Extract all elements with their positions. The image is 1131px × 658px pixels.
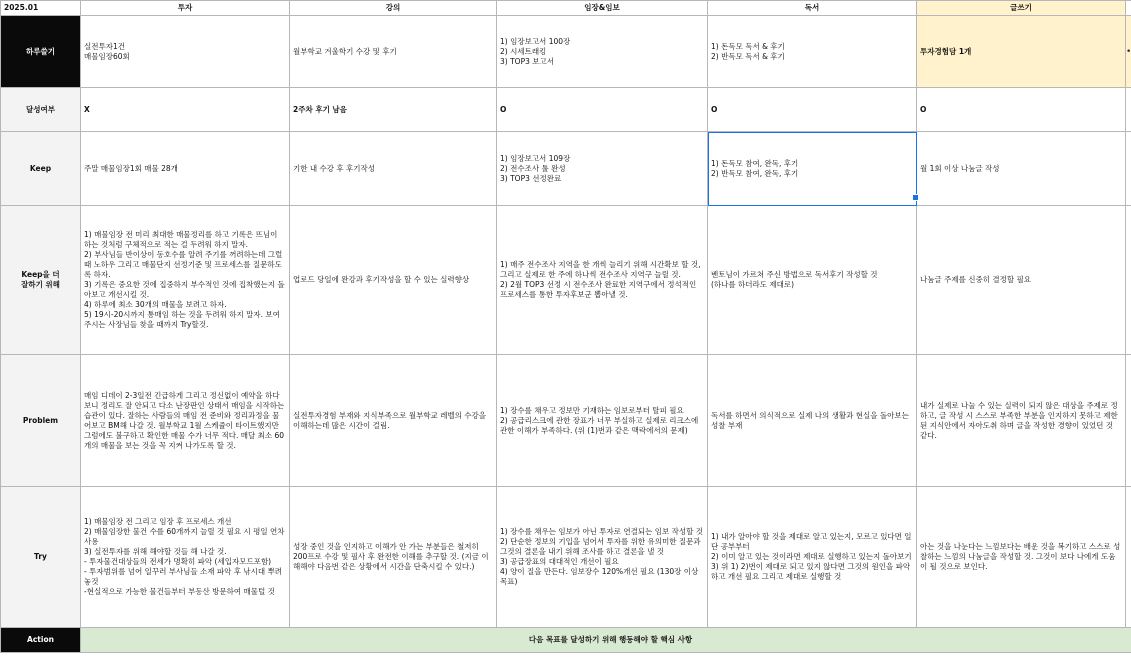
row-label-achieved[interactable]: 달성여부 — [1, 88, 81, 132]
row-label-keep-better[interactable]: Keep을 더 잘하기 위해 — [1, 206, 81, 355]
column-header-invest[interactable]: 투자 — [81, 1, 290, 16]
cell-achieved-reading[interactable]: O — [708, 88, 917, 132]
cell-overflow — [1126, 88, 1131, 132]
cell-overflow — [1126, 487, 1131, 628]
cell-problem-reading[interactable]: 독서를 하면서 의식적으로 실제 나의 생활과 현실을 돌아보는 성찰 부재 — [708, 355, 917, 487]
cell-achieved-writing[interactable]: O — [917, 88, 1126, 132]
column-header-lecture[interactable]: 강의 — [290, 1, 497, 16]
table-row — [1, 487, 1131, 628]
cell-problem-lecture[interactable]: 실전투자경험 부재와 지식부족으로 월부학교 레벨의 수강을 이해하는데 많은 시간이 걸림. — [290, 355, 497, 487]
column-header-overflow — [1126, 1, 1131, 16]
action-note-cell[interactable]: 다음 목표를 달성하기 위해 행동해야 할 핵심 사항 — [81, 628, 1131, 653]
cell-keepbetter-writing[interactable]: 나눔글 주제를 신중히 결정할 필요 — [917, 206, 1126, 355]
cell-keepbetter-imjang[interactable]: 1) 매주 전수조사 지역을 한 개씩 늘리기 위해 시간확보 할 것, 그리고 실제로 한 주에 하나씩 전수조사 지역구 늘릴 것. 2) 2월 TOP3 선정 시 전수조사 완료한 지역구에서 정석적인 프로세스를 통한 투자후보군 뽑아낼 것. — [497, 206, 708, 355]
cell-keepbetter-lecture[interactable]: 업로드 당일에 완강과 후기작성을 할 수 있는 실력향상 — [290, 206, 497, 355]
row-label-problem[interactable]: Problem — [1, 355, 81, 487]
cell-achieved-invest[interactable]: X — [81, 88, 290, 132]
date-cell[interactable]: 2025.01 — [1, 1, 81, 16]
row-label-try[interactable]: Try — [1, 487, 81, 628]
table-row — [1, 88, 1131, 132]
table-row — [1, 206, 1131, 355]
table-row — [1, 132, 1131, 206]
cell-try-imjang[interactable]: 1) 장수를 채우는 임보가 아닌 투자로 연결되는 임보 작성할 것 2) 단순한 정보의 기입을 넘어서 투자를 위한 유의미한 질문과 그것의 결론을 내기 위해 조사를 하고 결론을 낼 것 3) 공급장표의 대대적인 개선이 필요 4) 양이 질을 만든다. 임보장수 120%개선 필요 (130장 이상목표) — [497, 487, 708, 628]
cell-daily-invest[interactable]: 실전투자1건 매물임장60회 — [81, 16, 290, 88]
cell-keep-writing[interactable]: 월 1회 이상 나눔글 작성 — [917, 132, 1126, 206]
cell-try-writing[interactable]: 아는 것을 나눈다는 느낌보다는 배운 것을 복기하고 스스로 성찰하는 느낌의 나눔글을 작성할 것. 그것이 보다 나에게 도움이 될 것으로 보인다. — [917, 487, 1126, 628]
cell-keep-invest[interactable]: 주말 매물임장1회 매물 28개 — [81, 132, 290, 206]
row-label-action[interactable]: Action — [1, 628, 81, 653]
overflow-marker-icon: • — [1126, 47, 1131, 57]
cell-keep-lecture[interactable]: 기한 내 수강 후 후기작성 — [290, 132, 497, 206]
action-row — [1, 628, 1131, 653]
cell-daily-writing[interactable]: 투자경험담 1개 — [917, 16, 1126, 88]
column-header-writing[interactable]: 글쓰기 — [917, 1, 1126, 16]
cell-try-reading[interactable]: 1) 내가 알아야 할 것을 제대로 알고 있는지, 모르고 있다면 일단 공부부터 2) 이미 알고 있는 것이라면 제대로 실행하고 있는지 돌아보기 3) 위 1) 2)번이 제대로 되고 있지 않다면 그것의 원인을 파악하고 개선 필요 그리고 제대로 실행할 것 — [708, 487, 917, 628]
cell-achieved-lecture[interactable]: 2주차 후기 남음 — [290, 88, 497, 132]
row-label-daily[interactable]: 하루쓸기 — [1, 16, 81, 88]
cell-overflow — [1126, 206, 1131, 355]
cell-overflow — [1126, 355, 1131, 487]
row-label-keep[interactable]: Keep — [1, 132, 81, 206]
table-row — [1, 355, 1131, 487]
column-header-imjang[interactable]: 임장&임보 — [497, 1, 708, 16]
cell-problem-writing[interactable]: 내가 실제로 나눌 수 있는 실력이 되지 않은 대상을 주제로 정하고, 글 작성 시 스스로 부족한 부분을 인지하지 못하고 제한된 지식안에서 자아도취 하며 글을 작성한 경향이 있었던 것 같다. — [917, 355, 1126, 487]
cell-keep-imjang[interactable]: 1) 임장보고서 109장 2) 전수조사 툴 완성 3) TOP3 선정완료 — [497, 132, 708, 206]
cell-problem-invest[interactable]: 매임 디데이 2-3일전 긴급하게 그리고 정신없이 예약을 하다 보니 정리도 잘 안되고 다소 난장판인 상태서 매임을 시작하는 습관이 있다. 잘하는 사람들의 매임 전 준비와 정리과정을 물어보고 BM해 나갈 것. 월부학교 1월 스케쥴이 타이트했지만 그럼에도 불구하고 확인한 매물 수가 너무 적다. 매달 최소 60개의 매물을 보는 것을 꼭 지켜 나가도록 할 것. — [81, 355, 290, 487]
cell-try-invest[interactable]: 1) 매물임장 전 그리고 임장 후 프로세스 개선 2) 매물임장한 물건 수를 60개까지 늘릴 것 필요 시 평일 연차사용 3) 실전투자를 위해 해야할 것들 해 나갈 것. - 투자물건대상들의 전세가 명확히 파악 (세입자모드포함) - 투자범위를 넘어 일꾸러 부사님들 소재 파악 후 낚시대 뿌려놓것 -현실적으로 가능한 물건들부터 부동산 방문하여 매물털 것 — [81, 487, 290, 628]
selection-fill-handle[interactable] — [912, 194, 919, 201]
cell-problem-imjang[interactable]: 1) 장수를 채우고 정보만 기재하는 임보로부터 탈피 필요 2) 공급리스크에 관한 장표가 너무 부실하고 실제로 리크스에 관한 이해가 부족하다. (위 (1)번과 같은 맥락에서의 문제) — [497, 355, 708, 487]
table-row — [1, 16, 1131, 88]
cell-daily-lecture[interactable]: 월부학교 겨울학기 수강 및 후기 — [290, 16, 497, 88]
cell-overflow — [1126, 132, 1131, 206]
cell-daily-imjang[interactable]: 1) 임장보고서 100장 2) 시세트래킹 3) TOP3 보고서 — [497, 16, 708, 88]
cell-keepbetter-invest[interactable]: 1) 매물임장 전 미리 최대한 매물정리를 하고 기록은 뜨님이 하는 것처럼 구체적으로 적는 걸 두려워 하지 말자. 2) 부사님들 반이상이 동호수를 알려 주기를 꺼려하는데 그럴 때 노하우 그리고 매물단지 선정기준 및 프로세스를 질문하도록 하자. 3) 기록은 중요한 것에 집중하지 부수적인 것에 집착했는지 돌아보고 개선시킬 것. 4) 하루에 최소 30개의 매물을 보려고 하자. 5) 19시-20시까지 통매임 하는 것을 두려워 하지 말자. 보여주시는 사장님들 찾을 때까지 Try할것. — [81, 206, 290, 355]
cell-keepbetter-reading[interactable]: 벤토님이 가르쳐 주신 방법으로 독서후기 작성할 것 (하나를 하더라도 제대로) — [708, 206, 917, 355]
cell-keep-reading[interactable]: 1) 돈독모 참여, 완독, 후기 2) 반독모 참여, 완독, 후기 — [708, 132, 917, 206]
column-header-reading[interactable]: 독서 — [708, 1, 917, 16]
cell-achieved-imjang[interactable]: O — [497, 88, 708, 132]
cell-try-lecture[interactable]: 성장 중인 것을 인지하고 이해가 안 가는 부분들은 철저히 200프로 수강 및 필사 후 완전한 이해를 추구할 것. (지금 이해해야 다음번 같은 상황에서 시간을 단축시킬 수 있다.) — [290, 487, 497, 628]
header-row — [1, 1, 1131, 16]
cell-daily-reading[interactable]: 1) 돈독모 독서 & 후기 2) 반독모 독서 & 후기 — [708, 16, 917, 88]
